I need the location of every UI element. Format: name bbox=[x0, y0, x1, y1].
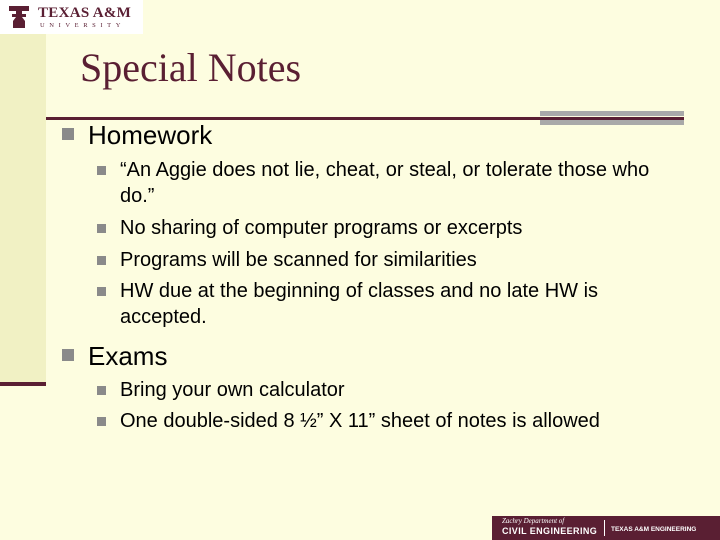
footer-dept-name: CIVIL ENGINEERING bbox=[502, 526, 598, 536]
logo-subtitle: UNIVERSITY bbox=[40, 22, 125, 29]
bullet-icon bbox=[97, 417, 106, 426]
bullet-icon bbox=[97, 256, 106, 265]
list-item: Programs will be scanned for similarities bbox=[120, 249, 477, 271]
bullet-icon bbox=[62, 128, 74, 140]
list-item: “An Aggie does not lie, cheat, or steal, or tolerate those who do.” bbox=[120, 159, 650, 207]
footer-dept-line: Zachry Department of bbox=[502, 517, 565, 525]
list-item: No sharing of computer programs or excerpts bbox=[120, 217, 523, 239]
atm-logo-icon bbox=[8, 5, 30, 29]
slide-title: Special Notes bbox=[80, 45, 302, 90]
title-rule-accent-top bbox=[540, 111, 684, 116]
list-item: One double-sided 8 ½” X 11” sheet of notes is allowed bbox=[120, 410, 600, 432]
left-decor-band bbox=[0, 0, 46, 385]
list-item: HW due at the beginning of classes and no late HW is accepted. bbox=[120, 280, 599, 328]
logo-name: TEXAS A&M bbox=[38, 5, 132, 21]
bullet-icon bbox=[97, 224, 106, 233]
bullet-icon bbox=[97, 166, 106, 175]
university-logo bbox=[0, 0, 143, 34]
department-footer bbox=[492, 516, 720, 540]
bullet-icon bbox=[62, 349, 74, 361]
footer-school: TEXAS A&M ENGINEERING bbox=[611, 526, 697, 533]
bullet-icon bbox=[97, 386, 106, 395]
left-decor-rule bbox=[0, 382, 46, 386]
bullet-icon bbox=[97, 287, 106, 296]
section-heading-homework: Homework bbox=[88, 120, 213, 150]
title-rule-accent-bottom bbox=[540, 120, 684, 125]
footer-divider bbox=[604, 520, 605, 536]
list-item: Bring your own calculator bbox=[120, 379, 345, 401]
section-heading-exams: Exams bbox=[88, 341, 168, 371]
